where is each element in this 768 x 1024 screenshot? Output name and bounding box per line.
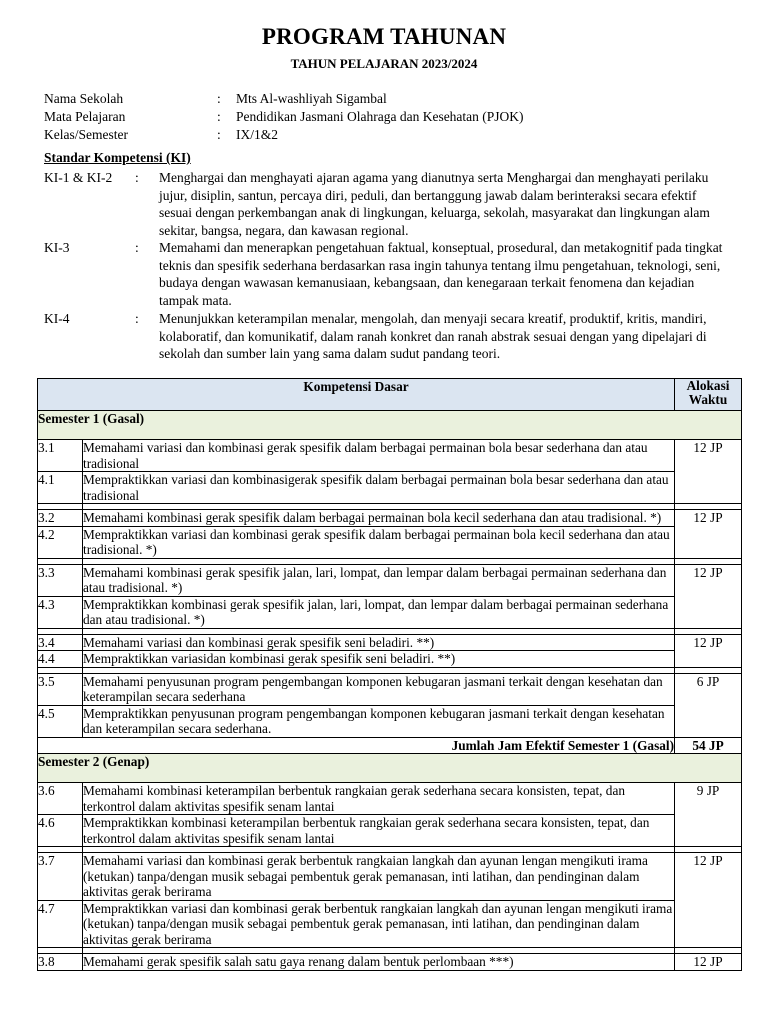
kd-description: Mempraktikkan penyusunan program pengembangan komponen kebugaran jasmani terkait dengan kesehatan dan keterampilan secara sederhana. — [83, 705, 675, 737]
kd-number: 3.6 — [38, 783, 83, 815]
table-row — [38, 634, 742, 651]
kd-allocation: 12 JP — [675, 510, 742, 559]
ki-separator: : — [135, 170, 139, 185]
ki-text: Menghargai dan menghayati ajaran agama yang dianutnya serta Menghargai dan menghayati perilaku jujur, disiplin, santun, percaya diri, peduli, dan bertanggung jawab dalam berinteraksi secara efektif sesuai dengan perkembangan anak di lingkungan, keluarga, sekolah, masyarakat dan lingkungan alam sekitar, bangsa, negara, dan kawasan regional. — [159, 170, 710, 238]
table-row — [38, 596, 742, 628]
ki-item — [44, 239, 734, 309]
kd-description: Memahami gerak spesifik salah satu gaya renang dalam bentuk perlombaan ***) — [83, 954, 675, 971]
kd-allocation: 12 JP — [675, 440, 742, 504]
kd-number: 4.6 — [38, 815, 83, 847]
header-kompetensi-dasar: Kompetensi Dasar — [38, 379, 675, 411]
semester-label: Semester 2 (Genap) — [38, 754, 742, 783]
kd-allocation: 12 JP — [675, 853, 742, 948]
table-row — [38, 564, 742, 596]
ki-code: KI-1 & KI-2 — [44, 170, 113, 185]
kd-description: Mempraktikkan variasidan kombinasi gerak spesifik seni beladiri. **) — [83, 651, 675, 668]
table-header-row — [38, 379, 742, 411]
kd-description: Mempraktikkan variasi dan kombinasigerak spesifik dalam berbagai permainan bola besar sederhana dan atau tradisional — [83, 472, 675, 504]
page-title: PROGRAM TAHUNAN — [261, 24, 507, 49]
kd-description: Memahami penyusunan program pengembangan komponen kebugaran jasmani terkait dengan kesehatan dan keterampilan secara sederhana — [83, 673, 675, 705]
semester-row — [38, 754, 742, 783]
kd-number: 3.1 — [38, 440, 83, 472]
ki-separator: : — [135, 311, 139, 326]
kd-allocation: 12 JP — [675, 634, 742, 667]
kd-number: 4.1 — [38, 472, 83, 504]
table-row — [38, 954, 742, 971]
kd-number: 3.3 — [38, 564, 83, 596]
info-value: Mts Al-washliyah Sigambal — [236, 91, 387, 106]
ki-code: KI-3 — [44, 240, 70, 255]
kd-number: 4.4 — [38, 651, 83, 668]
info-value: IX/1&2 — [236, 127, 278, 142]
ki-code: KI-4 — [44, 311, 70, 326]
info-separator: : — [217, 109, 221, 124]
info-row-subject — [44, 108, 524, 126]
table-row — [38, 440, 742, 472]
kd-description: Mempraktikkan variasi dan kombinasi gerak spesifik dalam berbagai permainan bola kecil sederhana dan atau tradisional. *) — [83, 526, 675, 558]
kd-description: Mempraktikkan kombinasi gerak spesifik jalan, lari, lompat, dan lempar dalam berbagai permainan sederhana dan atau tradisional. *) — [83, 596, 675, 628]
kd-number: 4.7 — [38, 900, 83, 948]
school-info — [44, 90, 524, 144]
kd-allocation: 9 JP — [675, 783, 742, 847]
table-row — [38, 853, 742, 901]
header-alokasi-waktu: Alokasi Waktu — [675, 379, 742, 411]
table-row — [38, 472, 742, 504]
info-value: Pendidikan Jasmani Olahraga dan Kesehatan (PJOK) — [236, 109, 524, 124]
table-row — [38, 673, 742, 705]
kd-description: Memahami variasi dan kombinasi gerak berbentuk rangkaian langkah dan ayunan lengan mengikuti irama (ketukan) tanpa/dengan musik sebagai pembentuk gerak pemanasan, inti latihan, dan pendinginan dalam aktivitas gerak berirama — [83, 853, 675, 901]
info-separator: : — [217, 91, 221, 106]
ki-text: Memahami dan menerapkan pengetahuan faktual, konseptual, prosedural, dan metakognitif pada tingkat teknis dan spesifik sederhana berdasarkan rasa ingin tahunya tentang ilmu pengetahuan, teknologi, seni, budaya dengan wawasan kemanusiaan, kebangsaan, dan kenegaraan terkait fenomena dan kejadian tampak mata. — [159, 240, 723, 308]
total-label: Jumlah Jam Efektif Semester 1 (Gasal) — [38, 737, 675, 754]
page-subtitle: TAHUN PELAJARAN 2023/2024 — [290, 56, 478, 71]
kd-description: Memahami kombinasi gerak spesifik jalan, lari, lompat, dan lempar dalam berbagai permainan sederhana dan atau tradisional. *) — [83, 564, 675, 596]
info-row-school — [44, 90, 524, 108]
kd-description: Memahami kombinasi keterampilan berbentuk rangkaian gerak sederhana secara konsisten, tepat, dan terkontrol dalam aktivitas spesifik senam lantai — [83, 783, 675, 815]
table-row — [38, 705, 742, 737]
table-row — [38, 815, 742, 847]
kd-description: Mempraktikkan kombinasi keterampilan berbentuk rangkaian gerak sederhana secara konsisten, tepat, dan terkontrol dalam aktivitas spesifik senam lantai — [83, 815, 675, 847]
semester-row — [38, 411, 742, 440]
kd-allocation: 6 JP — [675, 673, 742, 737]
info-label: Mata Pelajaran — [44, 109, 126, 124]
kd-number: 3.2 — [38, 510, 83, 527]
table-row — [38, 526, 742, 558]
kompetensi-dasar-table — [37, 378, 742, 971]
ki-heading: Standar Kompetensi (KI) — [44, 150, 191, 165]
table-row — [38, 651, 742, 668]
info-row-class — [44, 126, 524, 144]
info-label: Kelas/Semester — [44, 127, 128, 142]
ki-item — [44, 310, 734, 364]
kd-number: 3.4 — [38, 634, 83, 651]
kd-number: 4.2 — [38, 526, 83, 558]
kd-description: Memahami variasi dan kombinasi gerak spesifik seni beladiri. **) — [83, 634, 675, 651]
kd-number: 3.7 — [38, 853, 83, 901]
kd-number: 3.8 — [38, 954, 83, 971]
kd-allocation: 12 JP — [675, 954, 742, 971]
table-row — [38, 783, 742, 815]
ki-item — [44, 169, 734, 239]
info-separator: : — [217, 127, 221, 142]
info-label: Nama Sekolah — [44, 91, 124, 106]
table-row — [38, 510, 742, 527]
ki-separator: : — [135, 240, 139, 255]
table-row — [38, 900, 742, 948]
total-row — [38, 737, 742, 754]
total-value: 54 JP — [675, 737, 742, 754]
ki-text: Menunjukkan keterampilan menalar, mengolah, dan menyaji secara kreatif, produktif, kritis, mandiri, kolaboratif, dan komunikatif, dalam ranah konkret dan ranah abstrak sesuai dengan yang dipelajari di sekolah dan sumber lain yang sama dalam sudut pandang teori. — [159, 311, 707, 362]
kd-number: 4.3 — [38, 596, 83, 628]
kd-number: 3.5 — [38, 673, 83, 705]
kd-description: Mempraktikkan variasi dan kombinasi gerak berbentuk rangkaian langkah dan ayunan lengan mengikuti irama (ketukan) tanpa/dengan musik sebagai pembentuk gerak pemanasan, inti latihan, dan pendinginan dalam aktivitas gerak berirama — [83, 900, 675, 948]
kd-description: Memahami kombinasi gerak spesifik dalam berbagai permainan bola kecil sederhana dan atau tradisional. *) — [83, 510, 675, 527]
kd-description: Memahami variasi dan kombinasi gerak spesifik dalam berbagai permainan bola besar sederhana dan atau tradisional — [83, 440, 675, 472]
kd-allocation: 12 JP — [675, 564, 742, 628]
semester-label: Semester 1 (Gasal) — [38, 411, 742, 440]
kd-number: 4.5 — [38, 705, 83, 737]
